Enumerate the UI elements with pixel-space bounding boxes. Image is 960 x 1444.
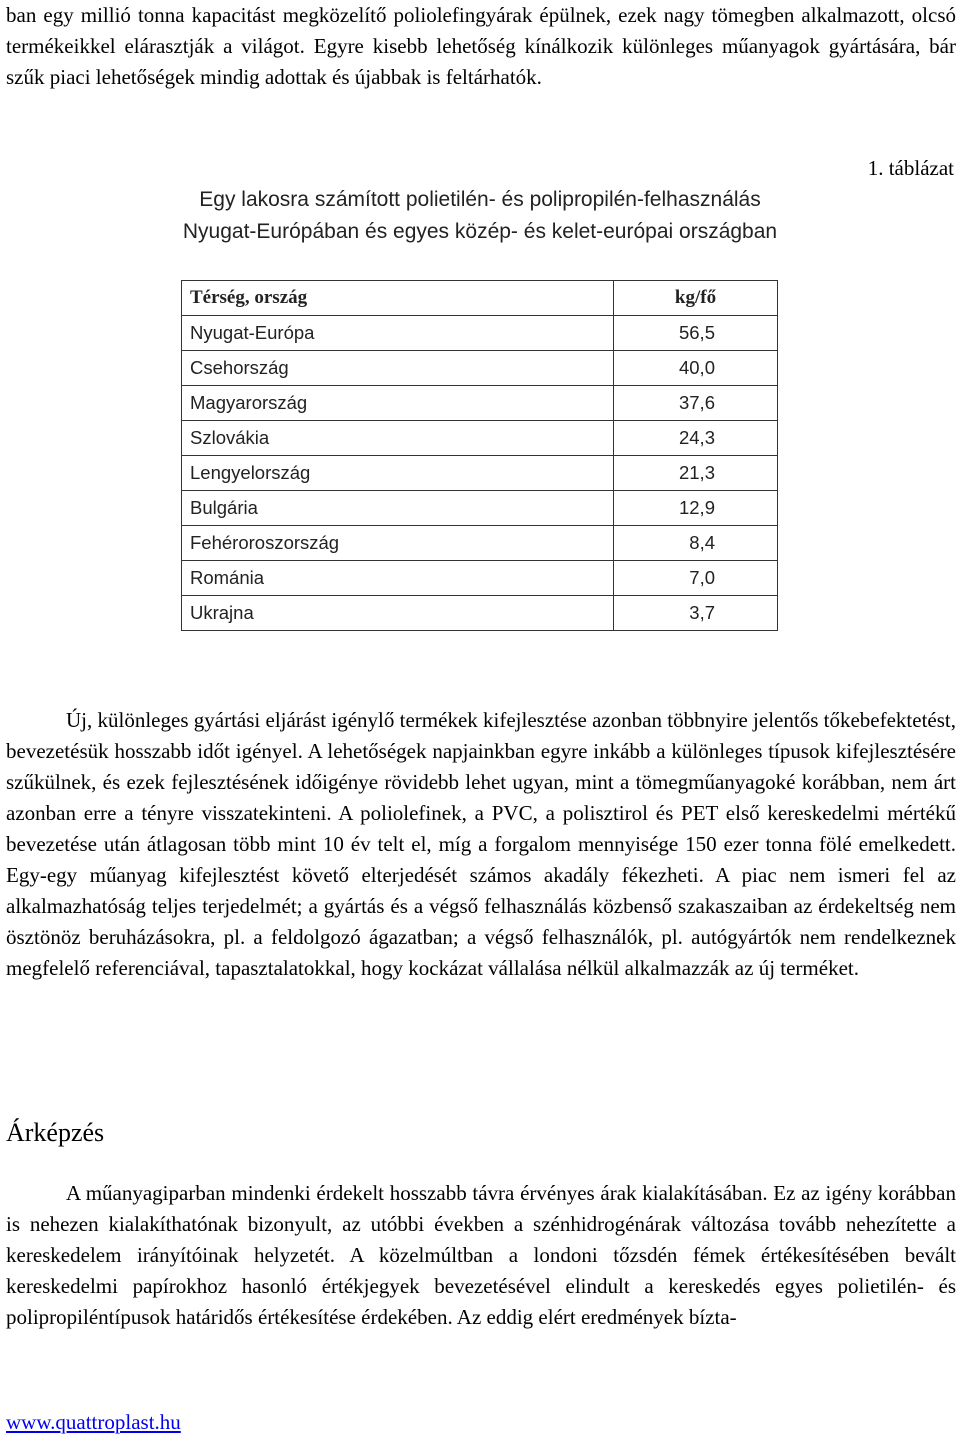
value-cell: 56,5	[614, 316, 778, 351]
value-cell: 7,0	[614, 561, 778, 596]
table-caption	[80, 184, 880, 248]
section-heading: Árképzés	[6, 1118, 105, 1147]
footer-website-link[interactable]: www.quattroplast.hu	[6, 1410, 181, 1434]
value-cell: 3,7	[614, 596, 778, 631]
table-row	[182, 491, 778, 526]
pricing-paragraph: A műanyagiparban mindenki érdekelt hosszabb távra érvényes árak kialakításában. Ez az igény korábban is nehezen kialakíthatónak bizonyult, az utóbbi években a szénhidrogénárak változása tovább nehezítette a kereskedelem irányítóinak helyzetét. A közelmúltban a londoni tőzsdén fémek értékesítésében bevált kereskedelmi papírokhoz hasonló értékjegyek bevezetésével elindult a kereskedés egyes polietilén- és polipropiléntípusok határidős értékesítése érdekében. Az eddig elért eredmények bízta-	[6, 1181, 956, 1329]
table-caption-line: Nyugat-Európában és egyes közép- és kelet-európai országban	[182, 220, 778, 243]
region-cell: Bulgária	[182, 491, 614, 526]
table-row	[182, 456, 778, 491]
value-cell: 21,3	[614, 456, 778, 491]
region-cell: Lengyelország	[182, 456, 614, 491]
value-cell: 8,4	[614, 526, 778, 561]
table-caption-line: Egy lakosra számított polietilén- és polipropilén-felhasználás	[199, 188, 761, 211]
intro-paragraph: ban egy millió tonna kapacitást megközelítő poliolefingyárak épülnek, ezek nagy tömegben alkalmazott, olcsó termékeikkel elárasztják a világot. Egyre kisebb lehetőség kínálkozik különleges műanyagok gyártására, bár szűk piaci lehetőségek mindig adottak és újabbak is feltárhatók.	[6, 3, 956, 89]
main-paragraph: Új, különleges gyártási eljárást igénylő termékek kifejlesztése azonban többnyire jelentős tőkebefektetést, bevezetésük hosszabb időt igényel. A lehetőségek napjainkban egyre inkább a különleges típusok kifejlesztésére szűkülnek, és ezek fejlesztésének időigénye rövidebb lehet ugyan, mint a tömegműanyagoké korábban, nem árt azonban erre a tényre visszatekinteni. A poliolefinek, a PVC, a polisztirol és PET első kereskedelmi mértékű bevezetése után átlagosan több mint 10 év telt el, míg a forgalom mennyisége 150 ezer tonna fölé emelkedett. Egy-egy műanyag kifejlesztést követő elterjedését számos akadály fékezheti. A piac nem ismeri fel az alkalmazhatóság teljes terjedelmét; a gyártás és a végső felhasználás közbenső szakaszaiban az érdekeltség nem ösztönöz beruházásokra, pl. a feldolgozó ágazatban; a végső felhasználók, pl. autógyártók nem rendelkeznek megfelelő referenciával, tapasztalatokkal, hogy kockázat vállalása nélkül alkalmazzák az új terméket.	[6, 708, 956, 980]
table-row	[182, 386, 778, 421]
region-cell: Szlovákia	[182, 421, 614, 456]
value-cell: 12,9	[614, 491, 778, 526]
region-cell: Nyugat-Európa	[182, 316, 614, 351]
value-cell: 24,3	[614, 421, 778, 456]
value-cell: 40,0	[614, 351, 778, 386]
table-row	[182, 596, 778, 631]
value-cell: 37,6	[614, 386, 778, 421]
column-header-region: Térség, ország	[182, 281, 614, 316]
region-cell: Románia	[182, 561, 614, 596]
table-row	[182, 421, 778, 456]
table-row	[182, 561, 778, 596]
region-cell: Fehéroroszország	[182, 526, 614, 561]
table-header-row	[182, 281, 778, 316]
consumption-table	[181, 280, 778, 631]
region-cell: Magyarország	[182, 386, 614, 421]
table-row	[182, 316, 778, 351]
table-row	[182, 351, 778, 386]
table-number: 1. táblázat	[867, 156, 954, 180]
region-cell: Csehország	[182, 351, 614, 386]
table-row	[182, 526, 778, 561]
column-header-value: kg/fő	[614, 281, 778, 316]
region-cell: Ukrajna	[182, 596, 614, 631]
